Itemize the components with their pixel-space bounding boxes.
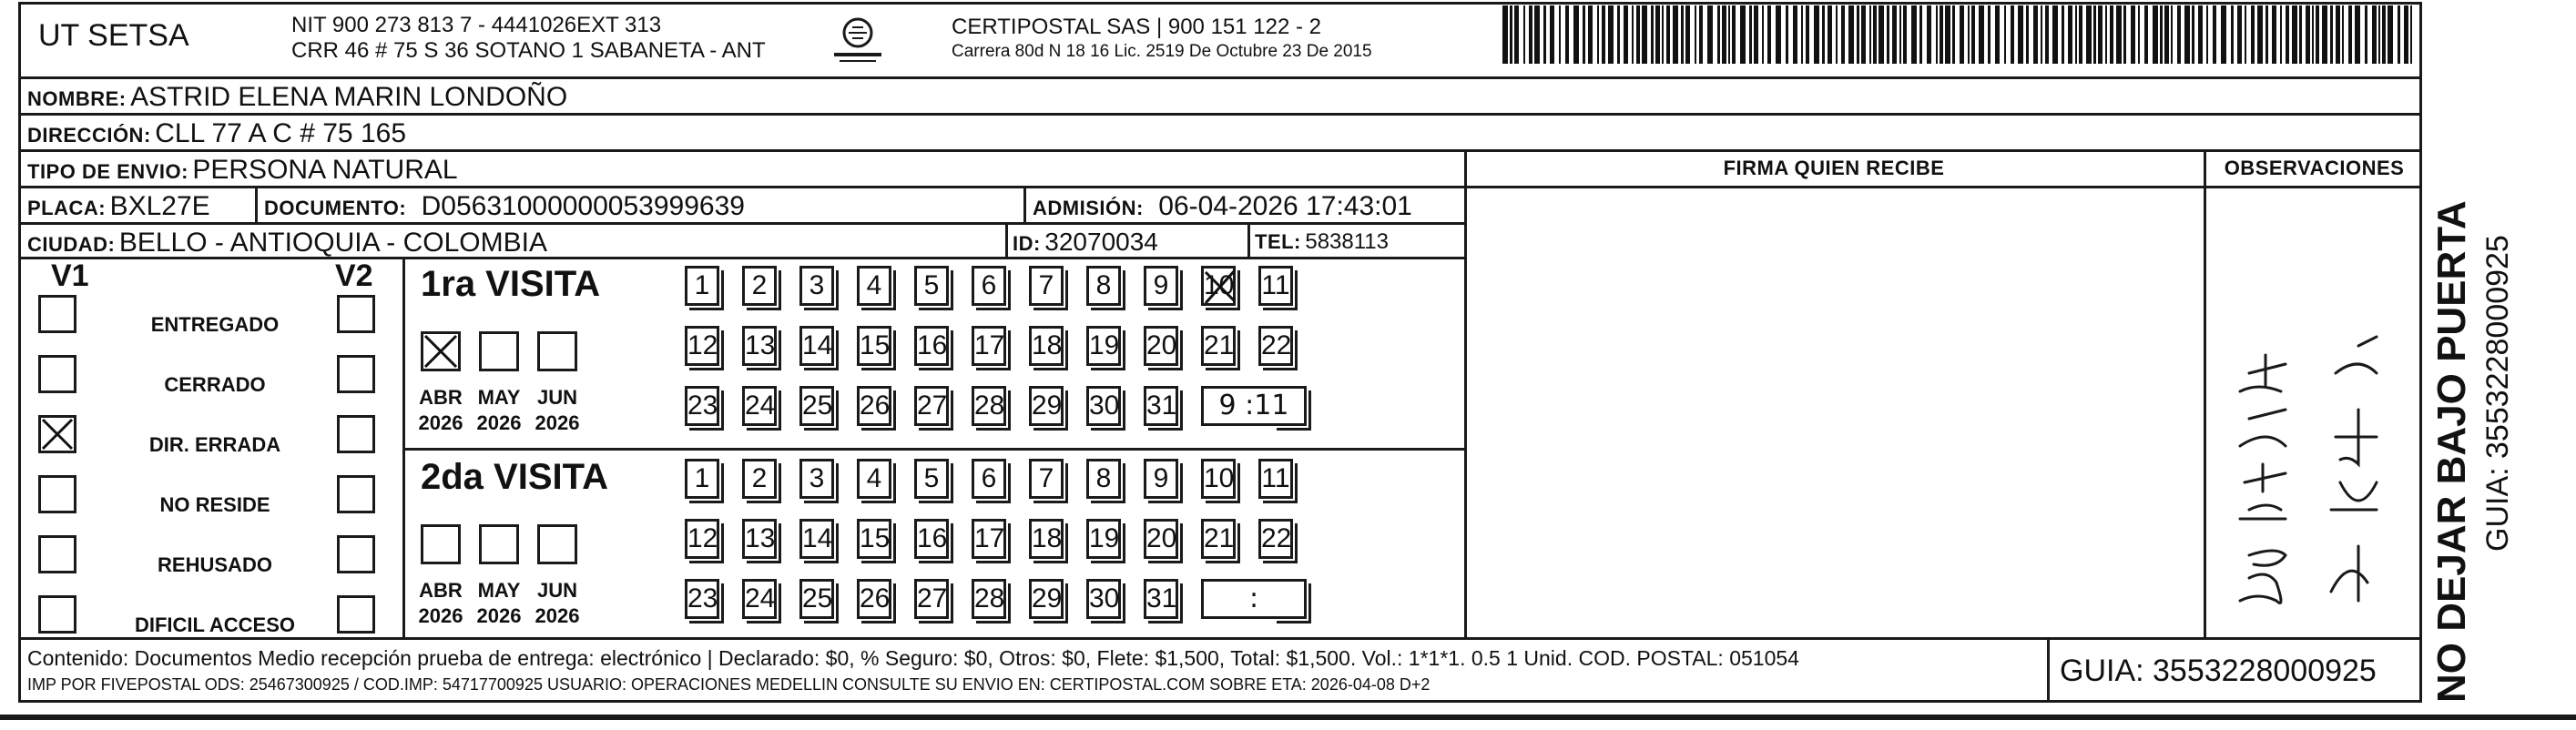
barcode-bar — [1887, 5, 1889, 64]
visit1-month-label: JUN — [536, 386, 577, 409]
visit1-day-15[interactable]: 15 — [857, 326, 891, 366]
tipo-value: PERSONA NATURAL — [192, 155, 458, 185]
visit-divider — [402, 448, 1466, 451]
handwritten-observation — [2222, 209, 2404, 628]
visit1-day-8[interactable]: 8 — [1086, 266, 1121, 306]
admision-label: ADMISIÓN: — [1033, 197, 1144, 219]
visit1-day-20[interactable]: 20 — [1144, 326, 1178, 366]
nit-line: NIT 900 273 813 7 - 4441026EXT 313 — [291, 13, 662, 37]
barcode-bar — [2075, 5, 2077, 64]
col-reasons-right — [402, 257, 405, 637]
barcode-bar — [1822, 5, 1825, 64]
visit2-month-checkbox-jun[interactable] — [537, 524, 577, 564]
visit1-day-11[interactable]: 11 — [1258, 266, 1293, 306]
barcode-bar — [2079, 5, 2082, 64]
visit2-day-29[interactable]: 29 — [1029, 579, 1064, 619]
barcode-bar — [1911, 5, 1917, 64]
barcode-bar — [2138, 5, 2140, 64]
visit2-day-16[interactable]: 16 — [914, 519, 949, 559]
visit2-day-19[interactable]: 19 — [1086, 519, 1121, 559]
barcode-bar — [1732, 5, 1736, 64]
visit1-day-23[interactable]: 23 — [685, 386, 719, 426]
observaciones-header: OBSERVACIONES — [2224, 157, 2405, 179]
barcode-bar — [2033, 5, 2038, 64]
visit1-day-14[interactable]: 14 — [799, 326, 834, 366]
barcode-bar — [2213, 5, 2216, 64]
visit1-year-label: 2026 — [418, 411, 463, 434]
barcode-bar — [2378, 5, 2380, 64]
visit1-day-4[interactable]: 4 — [857, 266, 891, 306]
barcode-bar — [2123, 5, 2126, 64]
barcode-bar — [1502, 5, 1508, 64]
barcode-bar — [2365, 5, 2367, 64]
barcode-bar — [1617, 5, 1620, 64]
no-dejar-bajo-puerta: NO DEJAR BAJO PUERTA — [2429, 200, 2474, 703]
barcode-bar — [1583, 5, 1585, 64]
tipo-label: TIPO DE ENVIO: — [27, 160, 188, 183]
id-label: ID: — [1013, 232, 1041, 255]
barcode-bar — [2011, 5, 2014, 64]
visit1-day-26[interactable]: 26 — [857, 386, 891, 426]
barcode-bar — [1754, 5, 1758, 64]
visit2-day-27[interactable]: 27 — [914, 579, 949, 619]
barcode-bar — [2086, 5, 2092, 64]
barcode-bar — [1514, 5, 1519, 64]
placa-label: PLACA: — [27, 197, 107, 219]
visit2-day-15[interactable]: 15 — [857, 519, 891, 559]
barcode-bar — [1597, 5, 1599, 64]
visit2-month-label: ABR — [419, 579, 463, 602]
barcode-bar — [1642, 5, 1647, 64]
barcode-bar — [1960, 5, 1964, 64]
barcode-bar — [2257, 5, 2263, 64]
barcode-bar — [1655, 5, 1660, 64]
barcode-bar — [1608, 5, 1614, 64]
barcode-bar — [1903, 5, 1907, 64]
barcode-bar — [2062, 5, 2064, 64]
visit1-year-label: 2026 — [476, 411, 522, 434]
col-placa-div — [255, 186, 258, 222]
certipostal-logo — [830, 15, 885, 66]
side-guia: GUIA: 3553228000925 — [2480, 235, 2515, 552]
tel-label: TEL: — [1255, 230, 1301, 253]
barcode-bar — [2306, 5, 2310, 64]
barcode-bar — [2336, 5, 2340, 64]
visit1-day-1[interactable]: 1 — [685, 266, 719, 306]
reason-label-cerrado: CERRADO — [164, 373, 266, 396]
visit1-day-24[interactable]: 24 — [742, 386, 777, 426]
visit2-day-3[interactable]: 3 — [799, 459, 834, 499]
visit2-month-checkbox-abr[interactable] — [421, 524, 461, 564]
barcode-bar — [2144, 5, 2148, 64]
reason-label-rehusado: REHUSADO — [158, 553, 272, 576]
barcode-bar — [1602, 5, 1605, 64]
visit2-year-label: 2026 — [418, 604, 463, 627]
barcode-bar — [1945, 5, 1950, 64]
barcode-bar — [2398, 5, 2400, 64]
admision-value: 06-04-2026 17:43:01 — [1158, 191, 1412, 221]
barcode-bar — [2348, 5, 2352, 64]
barcode-bar — [1869, 5, 1871, 64]
placa-value: BXL27E — [109, 191, 210, 221]
barcode-bar — [1749, 5, 1752, 64]
ciudad-value: BELLO - ANTIOQUIA - COLOMBIA — [118, 228, 547, 258]
license-line: Carrera 80d N 18 16 Lic. 2519 De Octubre 23 De 2015 — [952, 42, 1372, 61]
visit2-day-17[interactable]: 17 — [972, 519, 1006, 559]
barcode-bar — [2110, 5, 2113, 64]
reason-label-no-reside: NO RESIDE — [159, 493, 270, 516]
barcode-bar — [1636, 5, 1640, 64]
reason-label-dir-errada: DIR. ERRADA — [148, 433, 281, 456]
visit2-day-12[interactable]: 12 — [685, 519, 719, 559]
visit2-month-label: MAY — [477, 579, 521, 602]
barcode — [1502, 5, 2413, 64]
visit1-month-checkbox-jun[interactable] — [537, 331, 577, 371]
barcode-bar — [1995, 5, 2000, 64]
visit2-day-2[interactable]: 2 — [742, 459, 777, 499]
ciudad-cell — [27, 228, 547, 259]
visit1-day-18[interactable]: 18 — [1029, 326, 1064, 366]
visit1-day-10[interactable]: 10 — [1201, 266, 1236, 306]
barcode-bar — [1624, 5, 1628, 64]
visit1-day-22[interactable]: 22 — [1258, 326, 1293, 366]
tel-value: 5838113 — [1305, 229, 1389, 254]
barcode-bar — [2116, 5, 2122, 64]
nombre-row — [27, 82, 567, 113]
barcode-bar — [1717, 5, 1720, 64]
documento-value: D05631000000053999639 — [421, 191, 745, 221]
barcode-bar — [1740, 5, 1746, 64]
barcode-bar — [1793, 5, 1797, 64]
barcode-bar — [2312, 5, 2314, 64]
barcode-bar — [2410, 5, 2412, 64]
visit1-day-19[interactable]: 19 — [1086, 326, 1121, 366]
barcode-bar — [1814, 5, 1819, 64]
v1-checkbox-rehusado[interactable] — [38, 535, 76, 573]
visit2-day-5[interactable]: 5 — [914, 459, 949, 499]
visit2-day-11[interactable]: 11 — [1258, 459, 1293, 499]
direccion-label: DIRECCIÓN: — [27, 124, 151, 147]
barcode-bar — [1776, 5, 1781, 64]
visit2-day-24[interactable]: 24 — [742, 579, 777, 619]
tel-cell — [1255, 229, 1389, 255]
barcode-bar — [2105, 5, 2107, 64]
barcode-bar — [1529, 5, 1532, 64]
row-line-footer — [18, 637, 2422, 640]
visit2-day-26[interactable]: 26 — [857, 579, 891, 619]
barcode-bar — [2245, 5, 2246, 64]
barcode-bar — [2098, 5, 2103, 64]
barcode-bar — [2280, 5, 2282, 64]
col-obs-left — [2204, 149, 2206, 637]
barcode-bar — [1573, 5, 1579, 64]
visit2-day-20[interactable]: 20 — [1144, 519, 1178, 559]
barcode-bar — [1848, 5, 1854, 64]
reason-label-dificil-acceso: DIFICIL ACCESO — [134, 613, 295, 636]
barcode-bar — [2231, 5, 2234, 64]
visit1-year-label: 2026 — [535, 411, 580, 434]
barcode-bar — [2251, 5, 2255, 64]
barcode-bar — [1565, 5, 1569, 64]
barcode-bar — [2018, 5, 2023, 64]
ciudad-label: CIUDAD: — [27, 233, 116, 256]
visit1-day-9[interactable]: 9 — [1144, 266, 1178, 306]
barcode-bar — [2131, 5, 2135, 64]
direccion-row — [27, 118, 406, 149]
v1-checkbox-cerrado[interactable] — [38, 355, 76, 393]
barcode-bar — [2272, 5, 2276, 64]
v2-checkbox-dificil-acceso[interactable] — [337, 595, 375, 634]
barcode-bar — [2206, 5, 2208, 64]
visit2-day-14[interactable]: 14 — [799, 519, 834, 559]
barcode-bar — [2004, 5, 2006, 64]
v2-checkbox-cerrado[interactable] — [337, 355, 375, 393]
barcode-bar — [1806, 5, 1809, 64]
v2-checkbox-rehusado[interactable] — [337, 535, 375, 573]
visit2-day-8[interactable]: 8 — [1086, 459, 1121, 499]
barcode-bar — [1892, 5, 1897, 64]
visit2-day-13[interactable]: 13 — [742, 519, 777, 559]
v2-header: V2 — [335, 259, 373, 293]
v1-checkbox-dir-errada[interactable] — [38, 415, 76, 453]
barcode-bar — [2355, 5, 2360, 64]
visit2-day-1[interactable]: 1 — [685, 459, 719, 499]
v2-checkbox-entregado[interactable] — [337, 295, 375, 333]
visit1-day-31[interactable]: 31 — [1144, 386, 1178, 426]
visit2-year-label: 2026 — [476, 604, 522, 627]
barcode-bar — [1728, 5, 1730, 64]
visit1-day-13[interactable]: 13 — [742, 326, 777, 366]
id-cell — [1013, 228, 1158, 257]
v2-checkbox-dir-errada[interactable] — [337, 415, 375, 453]
visit1-title: 1ra VISITA — [421, 264, 601, 304]
barcode-bar — [2160, 5, 2163, 64]
v1-header: V1 — [51, 259, 89, 293]
bottom-shadow-line — [0, 715, 2576, 720]
barcode-bar — [1861, 5, 1866, 64]
barcode-bar — [1828, 5, 1832, 64]
barcode-bar — [1681, 5, 1684, 64]
placa-cell — [27, 191, 210, 222]
col-adm-div — [1023, 186, 1026, 222]
visit1-day-5[interactable]: 5 — [914, 266, 949, 306]
barcode-bar — [2322, 5, 2327, 64]
company-name: UT SETSA — [38, 18, 189, 53]
visit2-day-10[interactable]: 10 — [1201, 459, 1236, 499]
barcode-bar — [1857, 5, 1859, 64]
barcode-bar — [1707, 5, 1713, 64]
visit1-day-3[interactable]: 3 — [799, 266, 834, 306]
barcode-bar — [2316, 5, 2319, 64]
barcode-bar — [2299, 5, 2302, 64]
row-line-2 — [18, 113, 2422, 116]
barcode-bar — [1988, 5, 1991, 64]
visit2-day-25[interactable]: 25 — [799, 579, 834, 619]
barcode-bar — [2330, 5, 2333, 64]
barcode-bar — [1971, 5, 1975, 64]
barcode-bar — [1673, 5, 1678, 64]
barcode-bar — [1952, 5, 1955, 64]
barcode-bar — [2153, 5, 2158, 64]
barcode-bar — [1523, 5, 1525, 64]
row-line-3 — [18, 149, 2422, 152]
barcode-bar — [1550, 5, 1554, 64]
barcode-bar — [1559, 5, 1561, 64]
visit1-day-12[interactable]: 12 — [685, 326, 719, 366]
barcode-bar — [1632, 5, 1634, 64]
barcode-bar — [1588, 5, 1593, 64]
side-text-block — [2429, 87, 2575, 706]
barcode-bar — [1836, 5, 1838, 64]
barcode-bar — [2093, 5, 2096, 64]
footer-contenido: Contenido: Documentos Medio recepción prueba de entrega: electrónico | Declarado: $0, % Seguro: $0, Otros: $0, Flete: $1,500, Total: $1,500. Vol.: 1*1*1. 0.5 1 Unid. COD. POSTAL: 051054 — [27, 646, 1799, 670]
barcode-bar — [1695, 5, 1696, 64]
footer-imp: IMP POR FIVEPOSTAL ODS: 25467300925 / COD.IMP: 54717700925 USUARIO: OPERACIONES MEDELLIN CONSULTE SU ENVIO EN: CERTIPOSTAL.COM SOBRE ETA: 2026-04-08 D+2 — [27, 675, 1431, 694]
barcode-bar — [1940, 5, 1943, 64]
col-tel-div — [1247, 222, 1250, 257]
barcode-bar — [2045, 5, 2049, 64]
certipostal-line: CERTIPOSTAL SAS | 900 151 122 - 2 — [952, 15, 1321, 39]
visit2-year-label: 2026 — [535, 604, 580, 627]
barcode-bar — [1979, 5, 1984, 64]
footer-guia: GUIA: 3553228000925 — [2060, 654, 2377, 688]
visit1-month-label: ABR — [419, 386, 463, 409]
visit1-day-6[interactable]: 6 — [972, 266, 1006, 306]
direccion-value: CLL 77 A C # 75 165 — [155, 118, 407, 148]
barcode-bar — [1767, 5, 1771, 64]
visit2-day-23[interactable]: 23 — [685, 579, 719, 619]
admision-cell — [1033, 191, 1412, 222]
documento-cell — [264, 191, 745, 222]
visit1-day-21[interactable]: 21 — [1201, 326, 1236, 366]
id-value: 32070034 — [1044, 228, 1158, 256]
visit2-month-label: JUN — [536, 579, 577, 602]
v1-checkbox-entregado[interactable] — [38, 295, 76, 333]
visit1-day-29[interactable]: 29 — [1029, 386, 1064, 426]
barcode-bar — [1685, 5, 1690, 64]
nombre-label: NOMBRE: — [27, 87, 127, 110]
barcode-bar — [2041, 5, 2042, 64]
visit2-day-31[interactable]: 31 — [1144, 579, 1178, 619]
barcode-bar — [1927, 5, 1931, 64]
barcode-bar — [1666, 5, 1670, 64]
barcode-bar — [1786, 5, 1788, 64]
barcode-bar — [2237, 5, 2242, 64]
barcode-bar — [1534, 5, 1540, 64]
barcode-bar — [1543, 5, 1546, 64]
v1-checkbox-no-reside[interactable] — [38, 475, 76, 513]
barcode-bar — [2292, 5, 2297, 64]
visit1-time-box[interactable]: 9 :11 — [1201, 386, 1307, 426]
col-firma-left — [1464, 149, 1467, 637]
barcode-bar — [1841, 5, 1845, 64]
barcode-bar — [1651, 5, 1654, 64]
visit1-month-label: MAY — [477, 386, 521, 409]
barcode-bar — [2068, 5, 2072, 64]
firma-header-line — [1464, 186, 2422, 188]
visit1-month-checkbox-abr[interactable] — [421, 331, 461, 371]
visit2-month-checkbox-may[interactable] — [479, 524, 519, 564]
barcode-bar — [2221, 5, 2226, 64]
barcode-bar — [1919, 5, 1922, 64]
row-line-1 — [18, 76, 2422, 79]
visit2-day-21[interactable]: 21 — [1201, 519, 1236, 559]
barcode-bar — [2192, 5, 2194, 64]
barcode-bar — [2177, 5, 2181, 64]
visit2-title: 2da VISITA — [421, 457, 608, 497]
reason-label-entregado: ENTREGADO — [150, 313, 280, 336]
col-id-div — [1005, 222, 1008, 257]
visit2-time-box[interactable]: : — [1201, 579, 1307, 619]
barcode-bar — [2342, 5, 2344, 64]
barcode-bar — [1968, 5, 1970, 64]
visit1-day-28[interactable]: 28 — [972, 386, 1006, 426]
visit1-month-checkbox-may[interactable] — [479, 331, 519, 371]
nombre-value: ASTRID ELENA MARIN LONDOÑO — [130, 82, 568, 112]
footer-guia-div — [2047, 637, 2050, 703]
visit1-day-30[interactable]: 30 — [1086, 386, 1121, 426]
barcode-bar — [1899, 5, 1901, 64]
visit1-day-25[interactable]: 25 — [799, 386, 834, 426]
barcode-bar — [2404, 5, 2408, 64]
visit2-day-6[interactable]: 6 — [972, 459, 1006, 499]
barcode-bar — [1722, 5, 1726, 64]
barcode-bar — [1762, 5, 1764, 64]
visit2-day-18[interactable]: 18 — [1029, 519, 1064, 559]
barcode-bar — [2198, 5, 2203, 64]
barcode-bar — [2052, 5, 2058, 64]
visit2-day-30[interactable]: 30 — [1086, 579, 1121, 619]
barcode-bar — [2372, 5, 2377, 64]
barcode-bar — [2026, 5, 2029, 64]
barcode-bar — [2171, 5, 2173, 64]
barcode-bar — [1801, 5, 1803, 64]
barcode-bar — [1699, 5, 1703, 64]
visit1-day-17[interactable]: 17 — [972, 326, 1006, 366]
documento-label: DOCUMENTO: — [264, 197, 407, 219]
barcode-bar — [1662, 5, 1664, 64]
visit1-day-27[interactable]: 27 — [914, 386, 949, 426]
v2-checkbox-no-reside[interactable] — [337, 475, 375, 513]
visit1-day-7[interactable]: 7 — [1029, 266, 1064, 306]
barcode-bar — [2286, 5, 2289, 64]
barcode-bar — [1873, 5, 1877, 64]
barcode-bar — [1510, 5, 1512, 64]
barcode-bar — [2388, 5, 2393, 64]
visit1-day-2[interactable]: 2 — [742, 266, 777, 306]
barcode-bar — [2382, 5, 2386, 64]
visit2-day-28[interactable]: 28 — [972, 579, 1006, 619]
visit2-day-7[interactable]: 7 — [1029, 459, 1064, 499]
visit1-day-16[interactable]: 16 — [914, 326, 949, 366]
tipo-row — [27, 155, 458, 186]
barcode-bar — [2265, 5, 2268, 64]
firma-header: FIRMA QUIEN RECIBE — [1723, 157, 1945, 179]
row-line-4 — [18, 186, 1466, 188]
visit2-day-4[interactable]: 4 — [857, 459, 891, 499]
barcode-bar — [2164, 5, 2169, 64]
visit2-day-9[interactable]: 9 — [1144, 459, 1178, 499]
barcode-bar — [1879, 5, 1884, 64]
v1-checkbox-dificil-acceso[interactable] — [38, 595, 76, 634]
barcode-bar — [2184, 5, 2190, 64]
address-line: CRR 46 # 75 S 36 SOTANO 1 SABANETA - ANT — [291, 38, 766, 63]
visit2-day-22[interactable]: 22 — [1258, 519, 1293, 559]
barcode-bar — [1936, 5, 1938, 64]
